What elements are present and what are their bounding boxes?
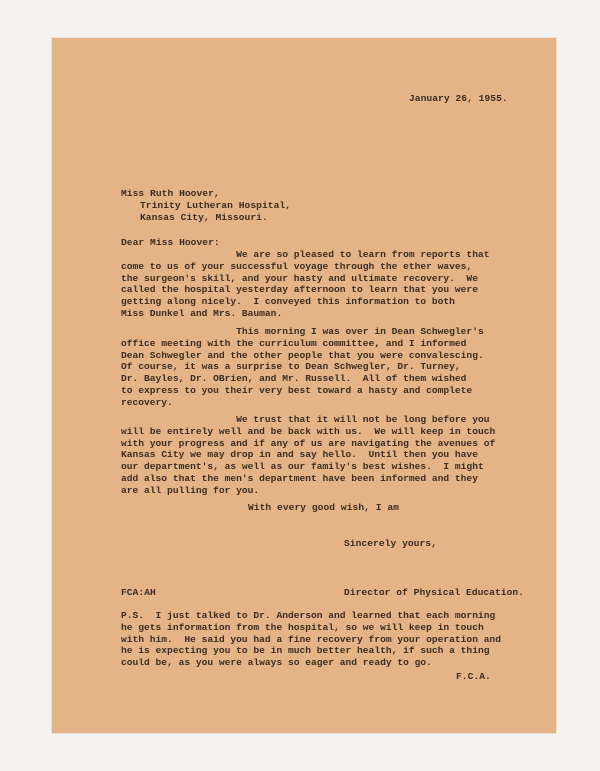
typist-initials: FCA:AH — [121, 587, 156, 598]
recipient-name: Miss Ruth Hoover, — [121, 188, 220, 199]
closing-sincerely: Sincerely yours, — [344, 538, 437, 549]
recipient-hospital: Trinity Lutheran Hospital, — [140, 200, 291, 211]
body-paragraph-1: We are so pleased to learn from reports that come to us of your successful voyage through the ether waves, the surgeon's skill, and your hasty and ultimate recovery. We called the hospital yesterday afternoon to learn that you were getting along nicely. I conveyed this information to both Miss Dunkel and Mrs. Bauman. — [121, 249, 490, 319]
body-paragraph-3: We trust that it will not be long before you will be entirely well and be back with us. We will keep in touch with your progress and if any of us are navigating the avenues of Kansas City we may drop in and say hello. Until then you have our department's, as well as our family's best wishes. I might add also that the men's department have been informed and they are all pulling for you. — [121, 414, 496, 496]
letter-paper — [52, 38, 556, 733]
postscript: P.S. I just talked to Dr. Anderson and learned that each morning he gets information from the hospital, so we will keep in touch with him. He said you had a fine recovery from your operation and he is expecting you to be in much better health, if such a thing could be, as you were always so eager and ready to go. — [121, 610, 501, 669]
closing-wish: With every good wish, I am — [248, 502, 399, 513]
recipient-city: Kansas City, Missouri. — [140, 212, 268, 223]
salutation: Dear Miss Hoover: — [121, 237, 220, 248]
signer-title: Director of Physical Education. — [344, 587, 525, 598]
postscript-signature: F.C.A. — [456, 671, 491, 682]
body-paragraph-2: This morning I was over in Dean Schwegler's office meeting with the curriculum committee, and I informed Dean Schwegler and the other people that you were convalescing. Of course, it was a surprise to Dean Schwegler, Dr. Turney, Dr. Bayles, Dr. OBrien, and Mr. Russell. All of them wished to express to you their very best toward a hasty and complete recovery. — [121, 326, 484, 408]
letter-date: January 26, 1955. — [409, 93, 508, 104]
